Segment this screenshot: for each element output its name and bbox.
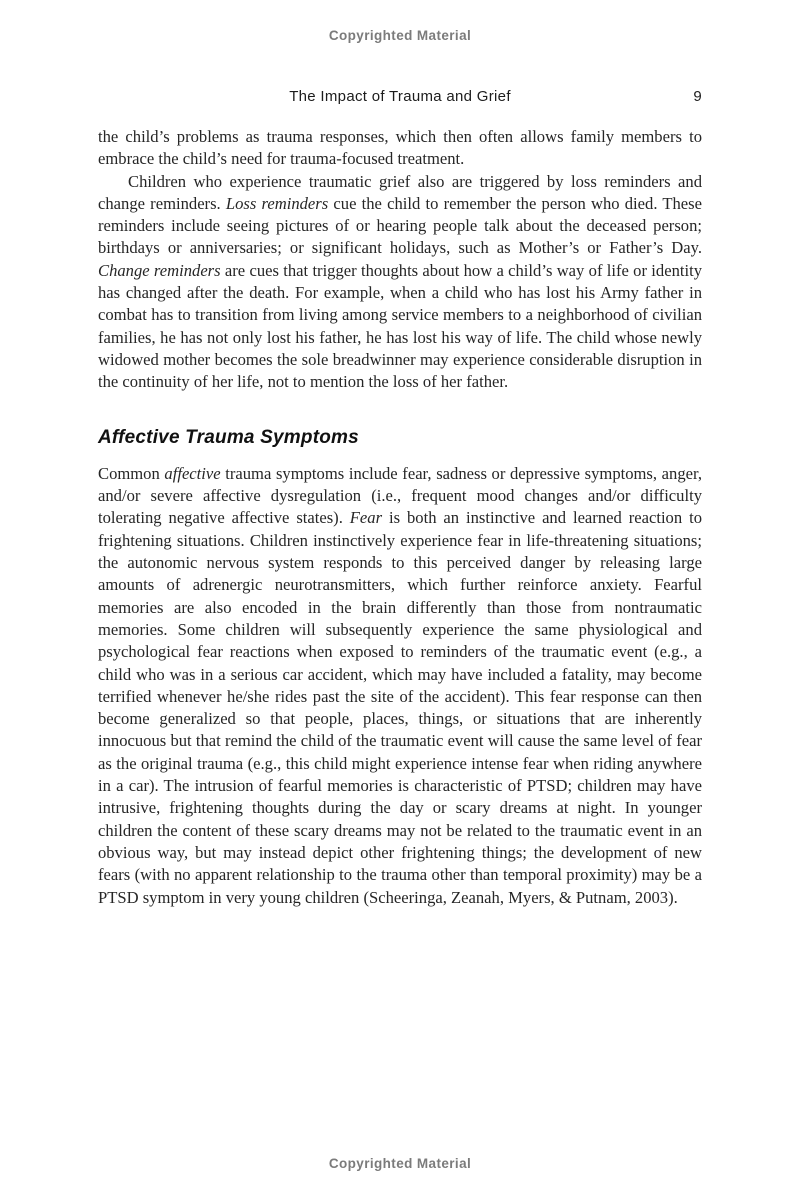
running-title: The Impact of Trauma and Grief bbox=[289, 88, 511, 105]
page-number: 9 bbox=[693, 88, 702, 105]
body-text-block bbox=[98, 126, 702, 909]
paragraph-text: the child’s problems as trauma responses, which then often allows family members to embrace the child’s need for trauma-focused treatment. bbox=[98, 127, 702, 169]
paragraph-text: is both an instinctive and learned reaction to frightening situations. Children instinctively experience fear in life-threatening situations; the autonomic nervous system responds to this perceived danger by releasing large amounts of adrenergic neurotransmitters, which further reinforce anxiety. Fearful memories are also encoded in the brain differently than those from nontraumatic memories. Some children will subsequently experience the same physiological and psychological fear reactions when exposed to reminders of the traumatic event (e.g., a child who was in a serious car accident, which may have included a fatality, may become terrified whenever he/she rides past the site of the accident). This fear response can then become generalized so that people, places, things, or situations that are inherently innocuous but that remind the child of the traumatic event will cause the same level of fear as the original trauma (e.g., this child might experience intense fear when riding anywhere in a car). The intrusion of fearful memories is characteristic of PTSD; children may have intrusive, frightening thoughts during the day or scary dreams at night. In younger children the content of these scary dreams may not be related to the traumatic event in an obvious way, but may instead depict other frightening things; the development of new fears (with no apparent relationship to the trauma other than temporal proximity) may be a PTSD symptom in very young children (Scheeringa, Zeanah, Myers, & Putnam, 2003). bbox=[98, 508, 702, 907]
section-heading-affective-trauma-symptoms: Affective Trauma Symptoms bbox=[98, 426, 359, 448]
running-header bbox=[98, 88, 702, 105]
italic-term-change-reminders: Change reminders bbox=[98, 260, 221, 280]
paragraph-text: Children who experience traumatic grief also are triggered by loss reminders and change reminders. bbox=[98, 171, 702, 213]
copyright-notice-bottom: Copyrighted Material bbox=[328, 1156, 472, 1171]
paragraph-continuation bbox=[98, 126, 702, 171]
copyright-notice-top: Copyrighted Material bbox=[328, 28, 472, 43]
paragraph-reminders bbox=[98, 171, 702, 394]
paragraph-text: cue the child to remember the person who died. These reminders include seeing pictures of or hearing people talk about the deceased person; birthdays or anniversaries; or significant holidays, such as Mother’s or Father’s Day. bbox=[98, 193, 702, 258]
italic-term-fear: Fear bbox=[349, 508, 383, 528]
paragraph-affective-symptoms bbox=[98, 463, 702, 909]
italic-term-loss-reminders: Loss reminders bbox=[225, 193, 329, 213]
paragraph-text: are cues that trigger thoughts about how a child’s way of life or identity has changed after the death. For example, when a child who has lost his Army father in combat has to transition from living among service members to a neighborhood of civilian families, he has not only lost his father, he has lost his way of life. The child whose newly widowed mother becomes the sole breadwinner may experience considerable disruption in the continuity of her life, not to mention the loss of her father. bbox=[98, 260, 703, 392]
paragraph-text: Common bbox=[98, 463, 165, 483]
paragraph-text: trauma symptoms include fear, sadness or depressive symptoms, anger, and/or severe affective dysregulation (i.e., frequent mood changes and/or difficulty tolerating negative affective states). bbox=[98, 463, 703, 528]
italic-term-affective: affective bbox=[164, 463, 221, 483]
